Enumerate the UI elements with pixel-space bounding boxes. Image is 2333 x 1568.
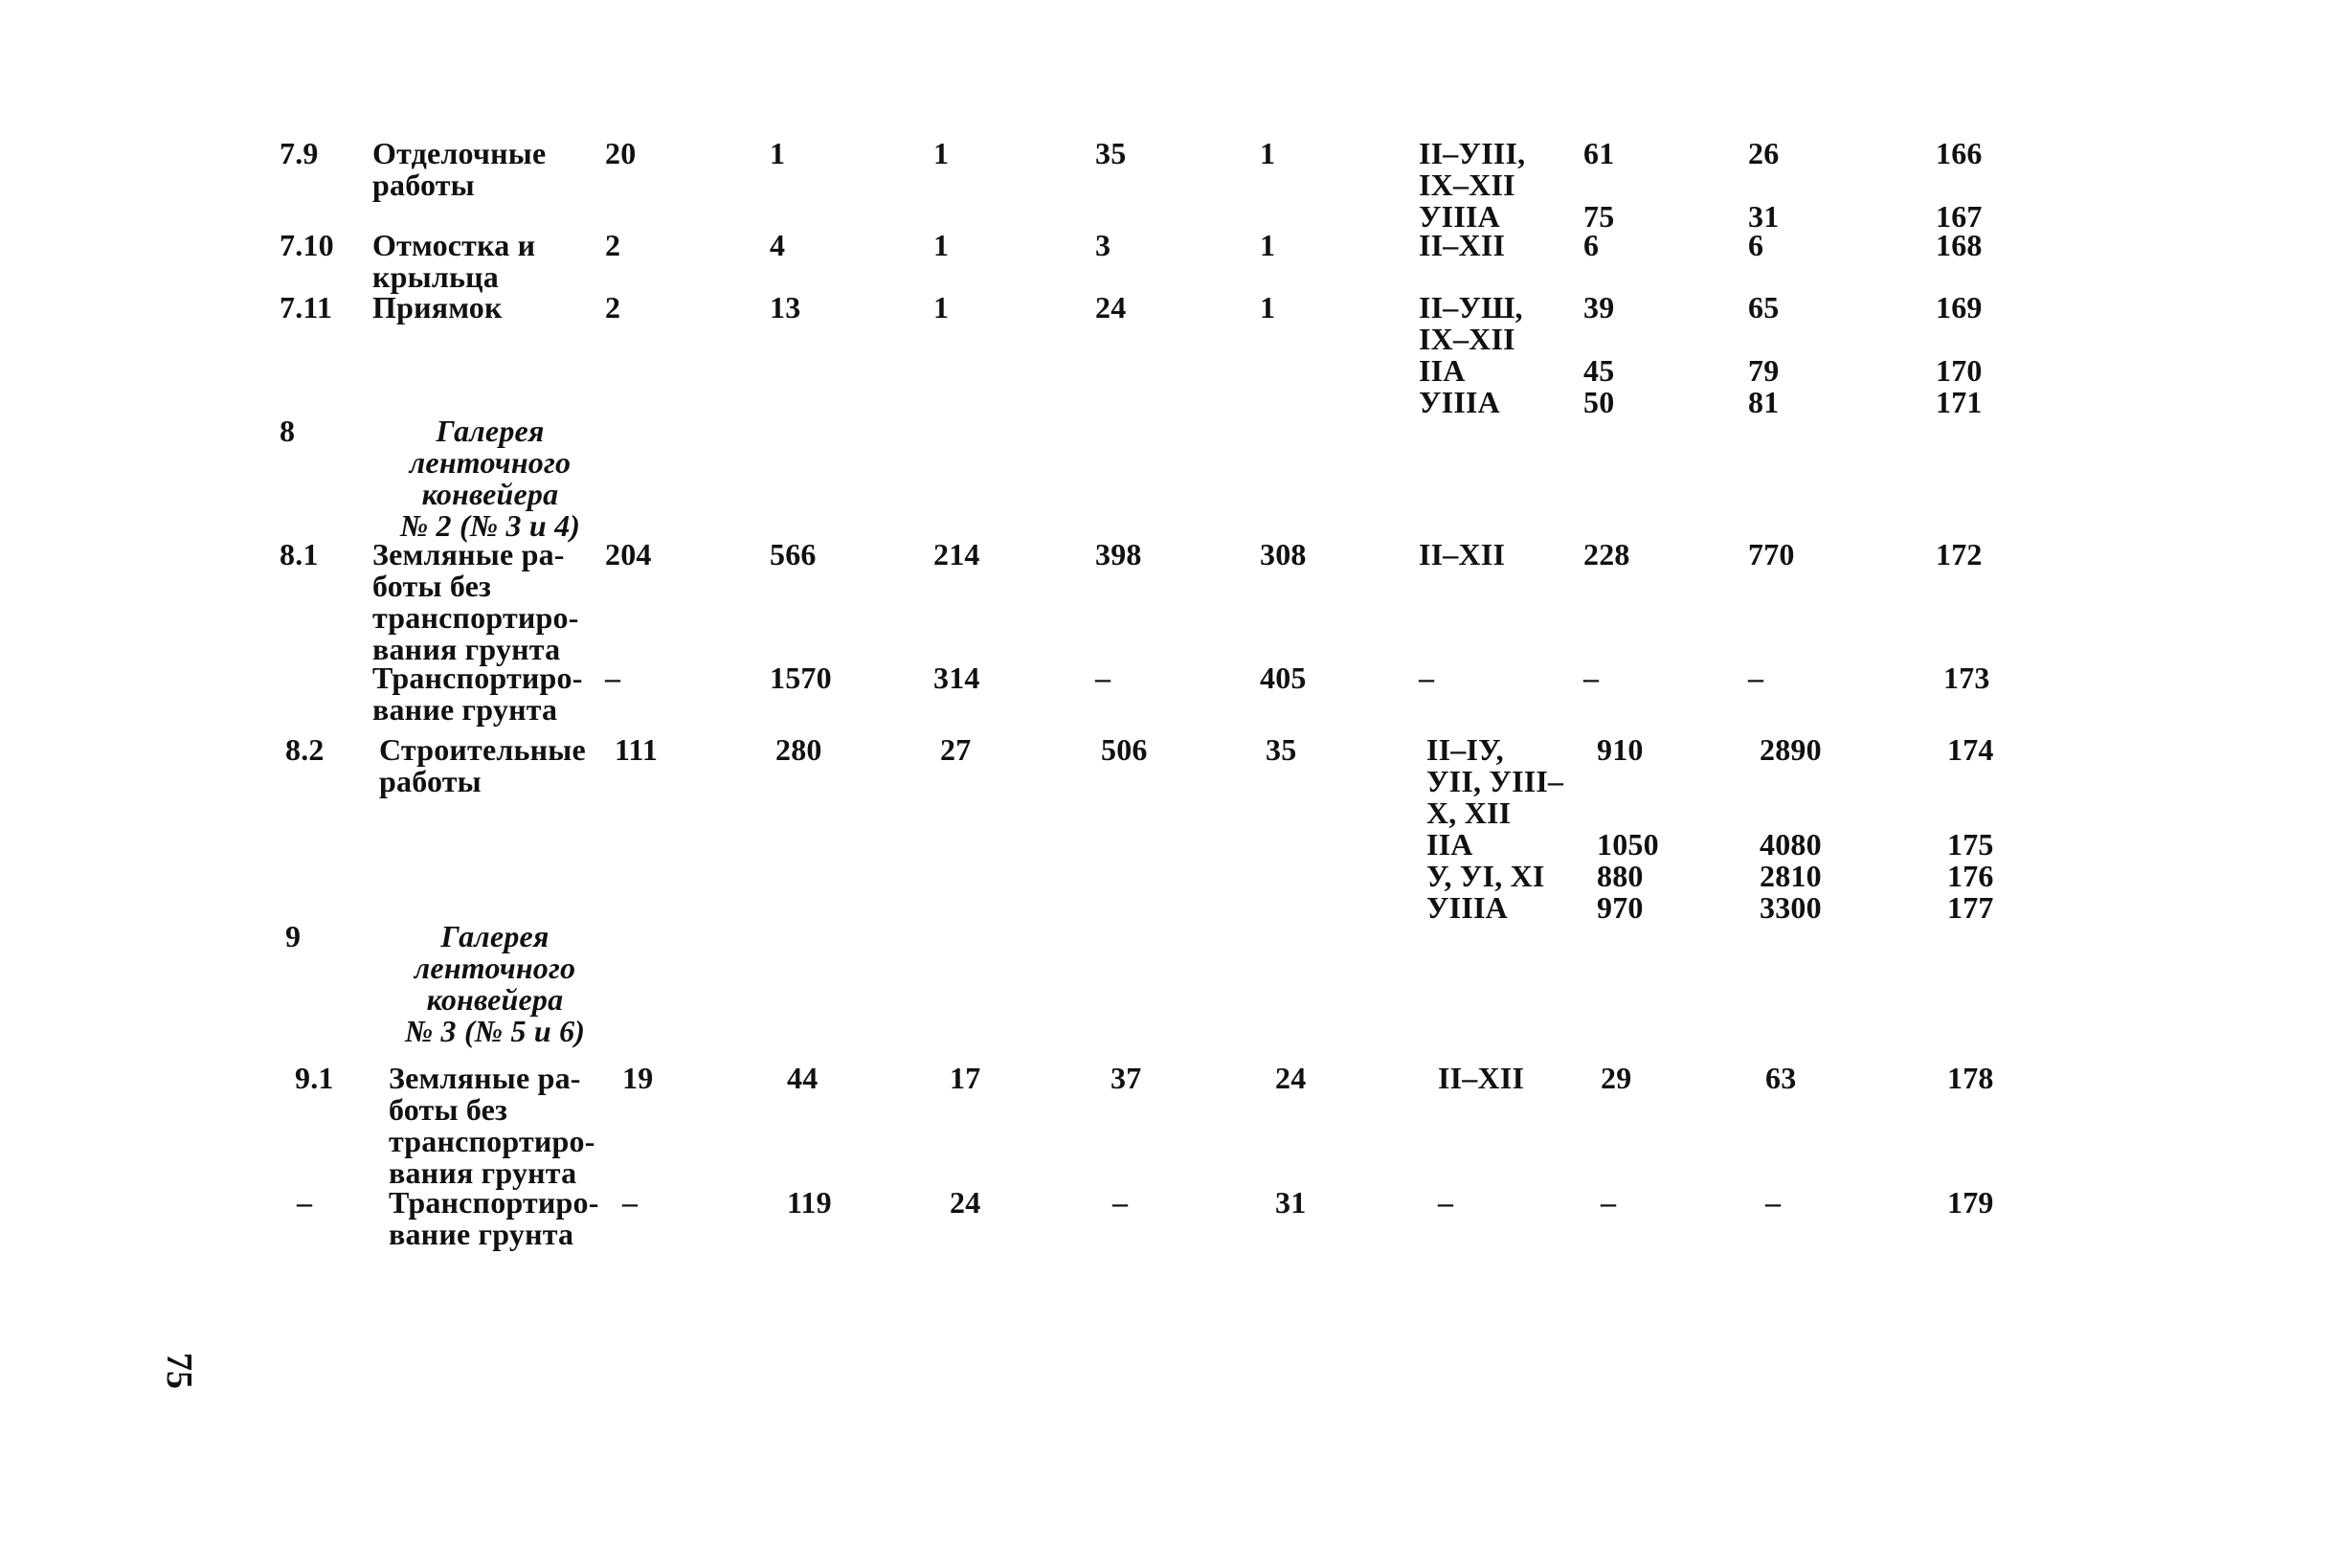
value-col6: 29 [1601,1061,1632,1095]
value-col1: 111 [615,732,659,767]
section-number: 8 [280,414,296,448]
value-col6: 61 75 [1583,136,1615,234]
value-col7: 63 [1765,1061,1797,1095]
value-col6: – [1601,1185,1617,1220]
value-col1: – [622,1185,639,1220]
value-col3: 24 [950,1185,981,1220]
value-col1: – [605,661,621,695]
months-cell: – [1419,661,1435,695]
months-cell: II–XII [1419,228,1506,262]
value-col5: 308 [1260,537,1307,571]
work-name: Земляные ра- боты без транспортиро- вания грунта [372,537,579,666]
value-col6: 39 45 50 [1583,290,1615,419]
work-name: Отмостка и крыльца [372,228,536,294]
row-number: – [297,1185,313,1220]
value-col4: 24 [1095,290,1127,325]
work-name: Транспортиро- вание грунта [372,661,583,727]
value-col5: 1 [1260,228,1276,262]
value-col2: 566 [770,537,817,571]
value-col2: 44 [787,1061,819,1095]
value-col7: 770 [1748,537,1795,571]
value-col4: 35 [1095,136,1127,170]
value-col6: 6 [1583,228,1600,262]
reference-number: 174 175 176 177 [1947,732,1994,925]
reference-number: 166 167 [1936,136,1983,234]
value-col6: – [1583,661,1600,695]
work-name: Строительные работы [379,732,586,798]
months-cell: – [1438,1185,1454,1220]
value-col4: – [1095,661,1111,695]
value-col3: 27 [940,732,972,767]
reference-number: 179 [1947,1185,1994,1220]
value-col6: 910 1050 880 970 [1597,732,1659,925]
value-col5: 31 [1275,1185,1307,1220]
value-col2: 119 [787,1185,832,1220]
months-cell: II–IУ, УII, УIII– X, XII IIА У, УI, XI УIIIА [1426,732,1564,925]
value-col3: 1 [933,228,950,262]
row-number: 9.1 [295,1061,334,1095]
row-number: 8.2 [285,732,325,767]
value-col5: 1 [1260,136,1276,170]
row-number: 7.9 [280,136,319,170]
value-col5: 35 [1266,732,1297,767]
value-col1: 2 [605,228,621,262]
section-title: Галерея ленточного конвейера № 3 (№ 5 и 6) [404,919,586,1048]
value-col1: 204 [605,537,652,571]
value-col5: 24 [1275,1061,1307,1095]
value-col5: 1 [1260,290,1276,325]
value-col1: 2 [605,290,621,325]
value-col7: 26 31 [1748,136,1780,234]
row-number: 7.10 [280,228,334,262]
value-col4: 37 [1110,1061,1142,1095]
months-cell: II–УIII, IX–XII УIIIА [1419,136,1526,234]
reference-number: 173 [1943,661,1990,695]
value-col1: 19 [622,1061,654,1095]
reference-number: 169 170 171 [1936,290,1983,419]
value-col5: 405 [1260,661,1307,695]
value-col1: 20 [605,136,637,170]
row-number: 8.1 [280,537,319,571]
value-col4: 398 [1095,537,1142,571]
value-col2: 13 [770,290,801,325]
value-col4: 506 [1101,732,1148,767]
row-number: 7.11 [280,290,333,325]
value-col2: 4 [770,228,786,262]
value-col3: 1 [933,136,950,170]
work-name: Земляные ра- боты без транспортиро- вания грунта [389,1061,595,1190]
months-cell: II–XII [1438,1061,1525,1095]
reference-number: 168 [1936,228,1983,262]
value-col4: 3 [1095,228,1111,262]
value-col7: 65 79 81 [1748,290,1780,419]
months-cell: II–XII [1419,537,1506,571]
work-name: Транспортиро- вание грунта [389,1185,599,1251]
reference-number: 172 [1936,537,1983,571]
value-col4: – [1112,1185,1129,1220]
section-number: 9 [285,919,302,953]
work-name: Приямок [372,290,503,325]
value-col7: – [1765,1185,1782,1220]
value-col3: 1 [933,290,950,325]
value-col7: 2890 4080 2810 3300 [1760,732,1822,925]
value-col2: 1 [770,136,786,170]
value-col3: 314 [933,661,980,695]
value-col2: 280 [775,732,822,767]
reference-number: 178 [1947,1061,1994,1095]
value-col3: 214 [933,537,980,571]
value-col7: – [1748,661,1764,695]
months-cell: II–УШ, IX–XII IIА УIIIА [1419,290,1523,419]
work-name: Отделочные работы [372,136,547,202]
value-col7: 6 [1748,228,1764,262]
value-col2: 1570 [770,661,832,695]
section-title: Галерея ленточного конвейера № 2 (№ 3 и 4) [399,414,581,543]
value-col6: 228 [1583,537,1630,571]
page-number: 75 [159,1353,199,1389]
value-col3: 17 [950,1061,981,1095]
